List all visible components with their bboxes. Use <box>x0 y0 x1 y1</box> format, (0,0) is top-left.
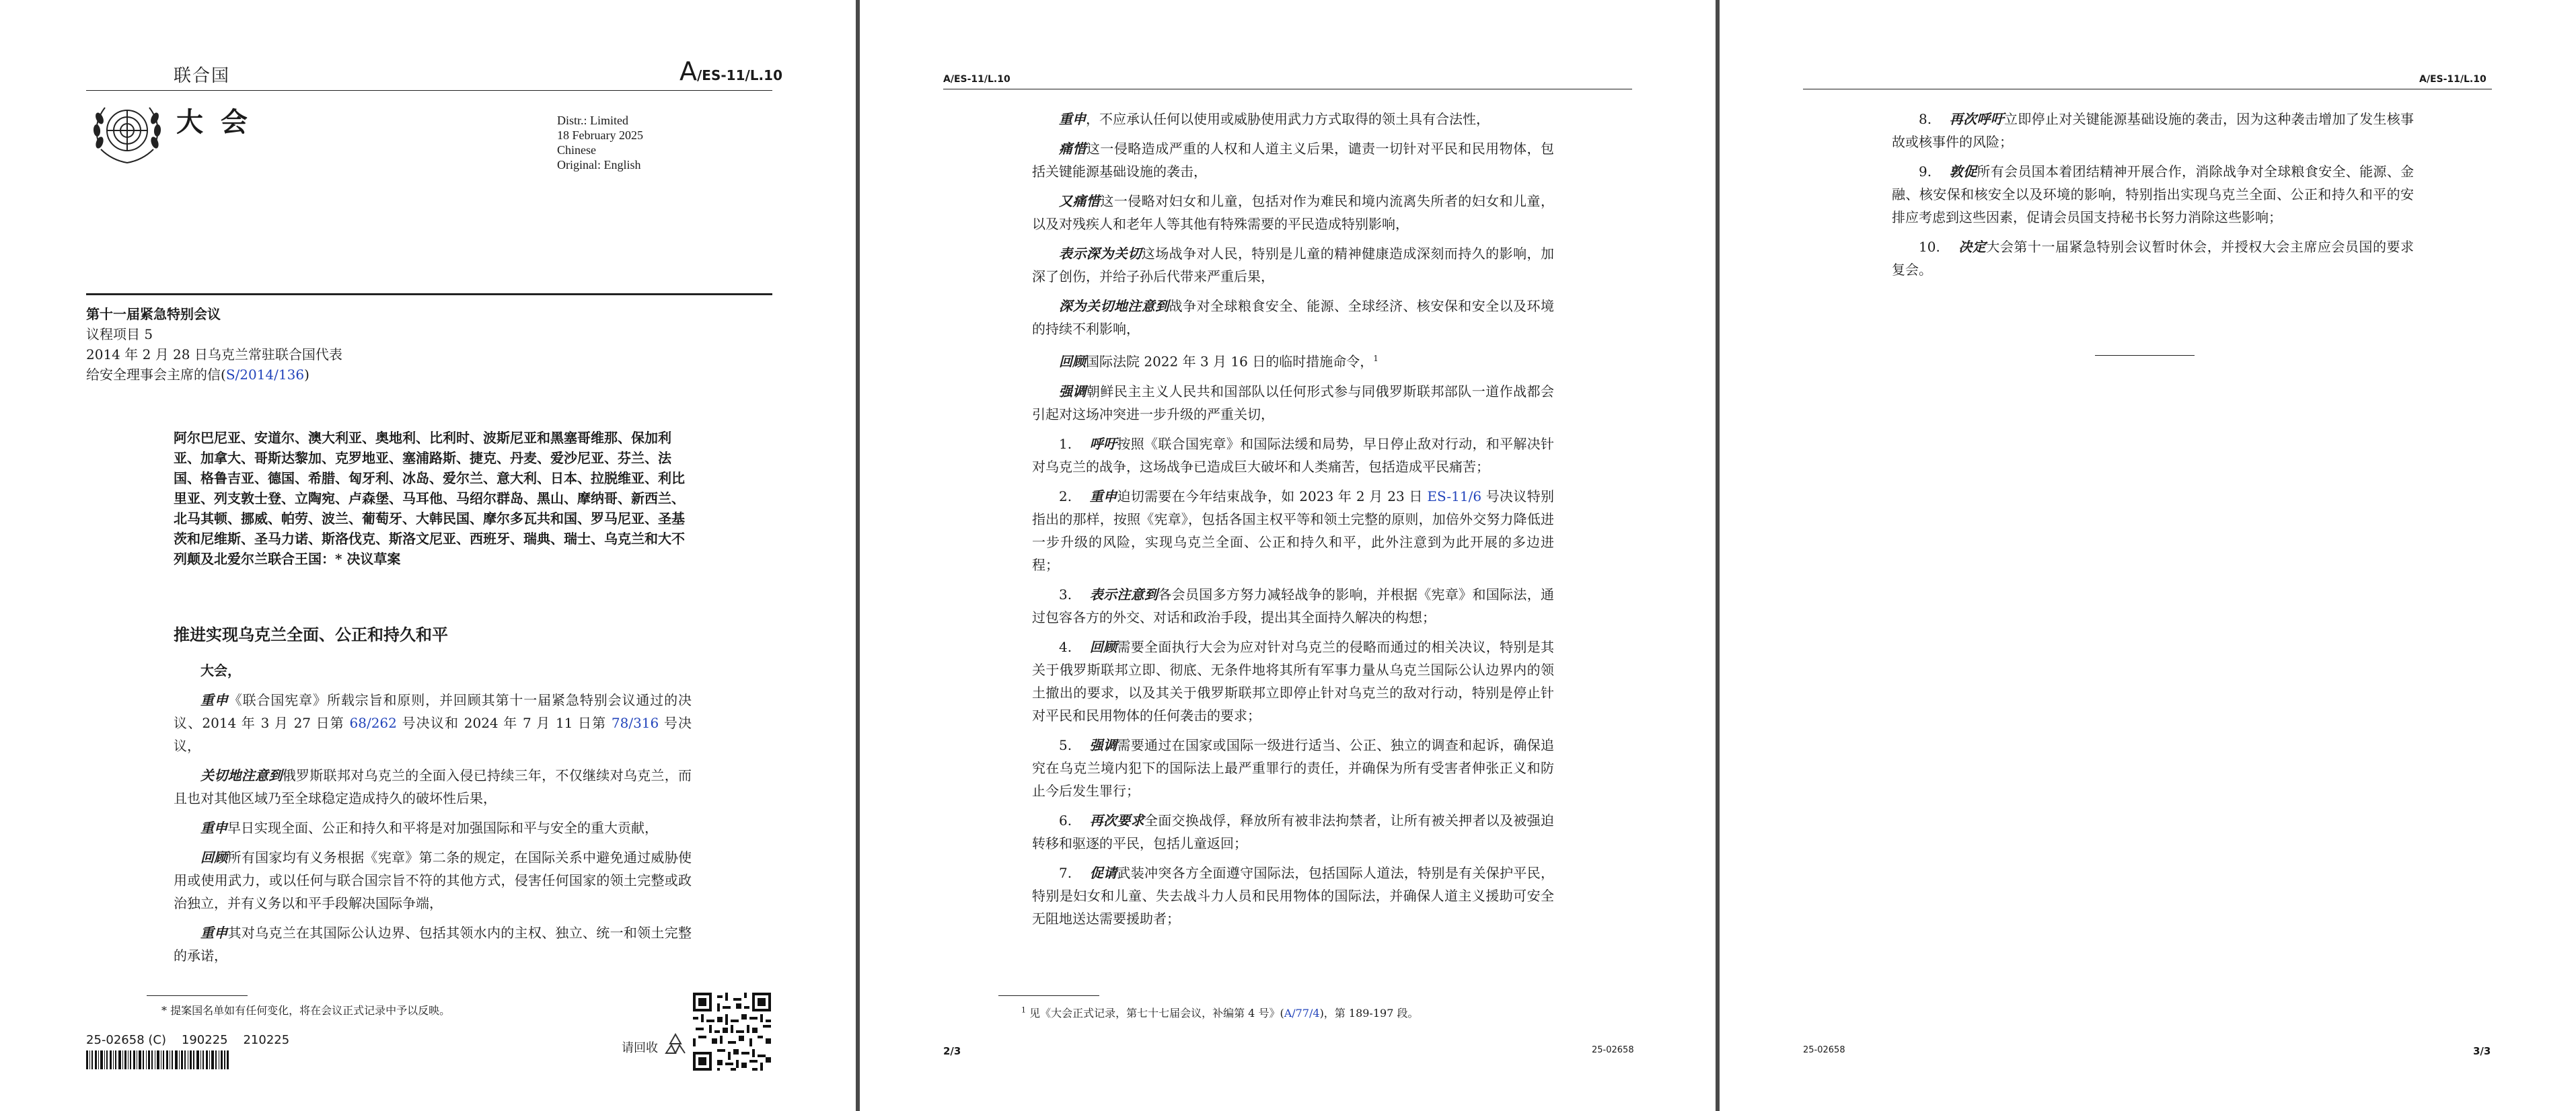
recycle-label: 请回收 <box>622 1041 658 1055</box>
qr-code-icon <box>693 993 771 1071</box>
doc-link-s-2014-136[interactable]: S/2014/136 <box>225 367 305 383</box>
header-org: 联合国 <box>174 66 231 86</box>
preamble-para-1: 重申《联合国宪章》所载宗旨和原则，并回顾其第十一届紧急特别会议通过的决议、2014 年 3 月 27 日第 68/262 号决议和 2024 年 7 月 11 日第 78/316 号决议， <box>174 692 692 754</box>
preamble-page-2 <box>1032 108 1554 937</box>
preamble-page-1 <box>174 659 692 974</box>
distribution-block <box>557 113 643 172</box>
distr-line: Distr.: Limited <box>557 114 628 127</box>
agenda-item: 议程项目 5 <box>86 326 153 342</box>
running-head: A/ES-11/L.10 <box>2419 74 2487 85</box>
preamble-para-3: 重申早日实现全面、公正和持久和平将是对加强国际和平与安全的重大贡献， <box>200 820 658 836</box>
operative-para-5: 5. 强调需要通过在国家或国际一级进行适当、公正、独立的调查和起诉，确保追究在乌克兰境内犯下的国际法上最严重罪行的责任，并确保为所有受害者伸张正义和防止今后发生罪行； <box>1032 736 1554 799</box>
general-assembly-label: 大会， <box>200 662 241 679</box>
session-block <box>86 304 342 385</box>
preamble-para-2: 关切地注意到俄罗斯联邦对乌克兰的全面入侵已持续三年，不仅继续对乌克兰，而且也对其他区域乃至全球稳定造成持久的破坏性后果， <box>174 767 692 806</box>
end-rule <box>2095 355 2195 356</box>
operative-para-6: 6. 再次要求全面交换战俘，释放所有被非法拘禁者，让所有被关押者以及被强迫转移和驱逐的平民，包括儿童返回； <box>1032 812 1555 851</box>
operative-page-3 <box>1892 108 2414 288</box>
document-symbol: A/ES-11/L.10 <box>679 56 782 86</box>
page-3 <box>1720 0 2576 1111</box>
operative-para-1: 1. 呼吁按照《联合国宪章》和国际法缓和局势，早日停止敌对行动，和平解决针对乌克兰的战争，这场战争已造成巨大破坏和人类痛苦，包括造成平民痛苦； <box>1032 435 1554 475</box>
recycle-icon <box>661 1030 690 1060</box>
doc-link-68-262[interactable]: 68/262 <box>349 715 397 731</box>
doc-link-a-77-4[interactable]: A/77/4 <box>1284 1007 1320 1020</box>
doc-link-78-316[interactable]: 78/316 <box>611 715 659 731</box>
operative-para-8: 8. 再次呼吁立即停止对关键能源基础设施的袭击，因为这种袭击增加了发生核事故或核事件的风险； <box>1892 111 2415 150</box>
original-line: Original: English <box>557 158 641 171</box>
operative-para-7: 7. 促请武装冲突各方全面遵守国际法，包括国际人道法，特别是有关保护平民，特别是妇女和儿童、失去战斗力人员和民用物体的国际法，并确保人道主义援助可安全无阻地送达需要援助者； <box>1032 864 1554 927</box>
section-rule <box>86 293 772 295</box>
resolution-title: 推进实现乌克兰全面、公正和持久和平 <box>174 625 448 644</box>
letter-line-2: 给安全理事会主席的信(S/2014/136) <box>86 367 309 383</box>
footnote-sponsors: * 提案国名单如有任何变化，将在会议正式记录中予以反映。 <box>161 1004 451 1017</box>
page-number: 3/3 <box>2473 1045 2491 1057</box>
operative-para-4: 4. 回顾需要全面执行大会为应对针对乌克兰的侵略而通过的相关决议，特别是其关于俄罗斯联邦立即、彻底、无条件地将其所有军事力量从乌克兰国际公认边界内的领土撤出的要求，以及其关于俄罗斯联邦立即停止针对乌克兰的敌对行动，特别是停止针对平民和民用物体的任何袭击的要求； <box>1032 638 1554 724</box>
preamble-para-12: 强调朝鲜民主主义人民共和国部队以任何形式参与同俄罗斯联邦部队一道作战都会引起对这场冲突进一步升级的严重关切， <box>1032 383 1555 422</box>
barcode-icon <box>86 1050 229 1069</box>
footnote-rule <box>998 995 1099 996</box>
operative-para-2: 2. 重申迫切需要在今年结束战争，如 2023 年 2 月 23 日 ES-11/6 号决议特别指出的那样，按照《宪章》，包括各国主权平等和领土完整的原则，加倍外交努力降低进一步升级的风险，实现乌克兰全面、公正和持久和平，此外注意到为此开展的多边进程； <box>1032 488 1555 573</box>
preamble-para-10: 深为关切地注意到战争对全球粮食安全、能源、全球经济、核安保和安全以及环境的持续不利影响， <box>1032 298 1555 337</box>
session-title: 第十一届紧急特别会议 <box>86 306 221 322</box>
doc-number-footer: 25-02658 <box>1803 1045 1845 1055</box>
language-line: Chinese <box>557 143 596 157</box>
operative-para-10: 10. 决定大会第十一届紧急特别会议暂时休会，并授权大会主席应会员国的要求复会。 <box>1892 239 2414 278</box>
preamble-para-11: 回顾国际法院 2022 年 3 月 16 日的临时措施命令，$^1$ <box>1059 353 1378 370</box>
assembly-title: 大 会 <box>176 107 252 138</box>
preamble-para-8: 又痛惜这一侵略对妇女和儿童，包括对作为难民和境内流离失所者的妇女和儿童，以及对残疾人和老年人等其他有特殊需要的平民造成特别影响， <box>1032 193 1555 232</box>
doc-number-footer: 25-02658 <box>1592 1045 1634 1055</box>
preamble-para-4: 回顾所有国家均有义务根据《宪章》第二条的规定，在国际关系中避免通过威胁使用或使用武力，或以任何与联合国宗旨不符的其他方式，侵害任何国家的领土完整或政治独立，并有义务以和平手段解决国际争端， <box>174 849 692 911</box>
header-rule <box>86 90 772 91</box>
date-line: 18 February 2025 <box>557 128 643 142</box>
preamble-para-9: 表示深为关切这场战争对人民，特别是儿童的精神健康造成深刻而持久的影响，加深了创伤，并给子孙后代带来严重后果， <box>1032 245 1555 284</box>
operative-para-3: 3. 表示注意到各会员国多方努力减轻战争的影响，并根据《宪章》和国际法，通过包容各方的外交、对话和政治手段，提出其全面持久解决的构想； <box>1032 586 1555 625</box>
footnote-icj: $^1$ 见《大会正式记录，第七十七届会议，补编第 4 号》(A/77/4)，第 189-197 段。 <box>1021 1005 1419 1020</box>
page-1 <box>0 0 856 1111</box>
document-number: 25-02658 (C) 190225 210225 <box>86 1033 290 1047</box>
operative-para-9: 9. 敦促所有会员国本着团结精神开展合作，消除战争对全球粮食安全、能源、金融、核安保和核安全以及环境的影响，特别指出实现乌克兰全面、公正和持久和平的安排应考虑到这些因素，促请会员国支持秘书长努力消除这些影响； <box>1892 163 2414 225</box>
letter-line-1: 2014 年 2 月 28 日乌克兰常驻联合国代表 <box>86 346 342 362</box>
sponsors-list: 阿尔巴尼亚、安道尔、澳大利亚、奥地利、比利时、波斯尼亚和黑塞哥维那、保加利亚、加拿大、哥斯达黎加、克罗地亚、塞浦路斯、捷克、丹麦、爱沙尼亚、芬兰、法国、格鲁吉亚、德国、希腊、匈牙利、冰岛、爱尔兰、意大利、日本、拉脱维亚、利比里亚、列支敦士登、立陶宛、卢森堡、马耳他、马绍尔群岛、黑山、摩纳哥、新西兰、北马其顿、挪威、帕劳、波兰、葡萄牙、大韩民国、摩尔多瓦共和国、罗马尼亚、圣基茨和尼维斯、圣马力诺、斯洛伐克、斯洛文尼亚、西班牙、瑞典、瑞士、乌克兰和大不列颠及北爱尔兰联合王国：* 决议草案 <box>174 430 685 567</box>
page-2 <box>860 0 1716 1111</box>
preamble-para-5: 重申其对乌克兰在其国际公认边界、包括其领水内的主权、独立、统一和领土完整的承诺， <box>174 925 692 964</box>
footnote-rule <box>147 995 248 996</box>
doc-link-es-11-6[interactable]: ES-11/6 <box>1427 488 1482 504</box>
un-emblem-icon <box>85 98 170 168</box>
running-head: A/ES-11/L.10 <box>943 74 1010 85</box>
preamble-para-7: 痛惜这一侵略造成严重的人权和人道主义后果，谴责一切针对平民和民用物体，包括关键能源基础设施的袭击， <box>1032 141 1555 180</box>
preamble-para-6: 重申，不应承认任何以使用或威胁使用武力方式取得的领土具有合法性， <box>1059 111 1489 127</box>
page-number: 2/3 <box>943 1045 961 1057</box>
